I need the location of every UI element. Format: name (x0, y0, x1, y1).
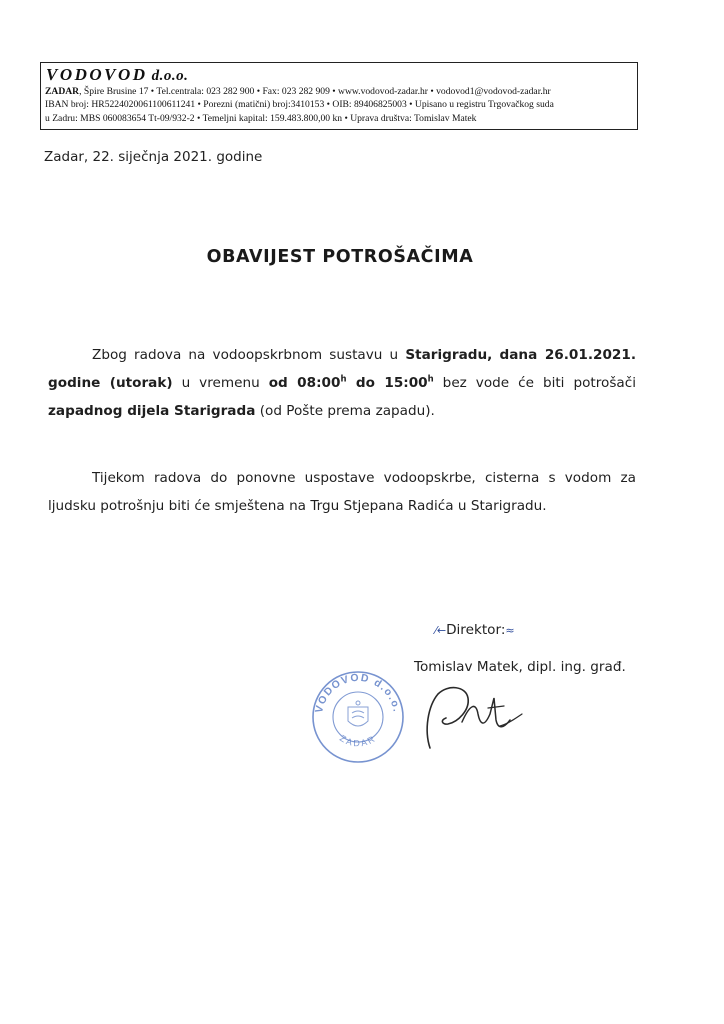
company-stamp (308, 665, 408, 765)
letterhead (40, 62, 638, 130)
p1-time-from-text: od 08:00 (268, 375, 341, 391)
stamp-emblem-icon (348, 701, 368, 726)
document-title: OBAVIJEST POTROŠAČIMA (206, 247, 474, 267)
p1-time-to-sup: h (427, 374, 434, 385)
stamp-bottom-text: ZADAR (338, 732, 378, 749)
stamp-top-text: VODOVOD d.o.o. (313, 671, 403, 715)
director-label (435, 622, 515, 638)
letterhead-registry-line: IBAN broj: HR5224020061100611241 • Porezni (matični) broj:3410153 • OIB: 89406825003 • Upisano u registru Trgovačkog suda (45, 99, 554, 110)
director-signature (418, 678, 528, 758)
letterhead-city: ZADAR (45, 86, 80, 97)
company-suffix: d.o.o. (151, 68, 189, 84)
letterhead-contact-line (45, 85, 634, 98)
p1-place: Starigradu, (405, 347, 493, 363)
p1-text-4: (od Pošte prema zapadu). (255, 403, 435, 419)
p1-text-2: u vremenu (172, 375, 269, 391)
company-name (46, 65, 188, 85)
p1-text-1: Zbog radova na vodoopskrbnom sustavu u (92, 347, 406, 363)
p1-time-from-sup: h (340, 374, 347, 385)
svg-text:VODOVOD d.o.o. (313, 672, 403, 714)
initial-mark-right: ≈ (505, 624, 515, 637)
p1-time-from (269, 375, 347, 391)
p1-time-to (347, 375, 434, 391)
p1-area: zapadnog dijela Starigrada (48, 403, 256, 419)
p1-space (492, 347, 499, 363)
director-label-text: Direktor: (446, 622, 506, 638)
notice-paragraph-1 (48, 341, 636, 425)
letterhead-contact-text: , Špire Brusine 17 • Tel.centrala: 023 282 900 • Fax: 023 282 909 • www.vodovod-zadar.hr • vodovod1@vodovod-zadar.hr (79, 86, 551, 97)
letterhead-capital-line: u Zadru: MBS 060083654 Tt-09/932-2 • Temeljni kapital: 159.483.800,00 kn • Uprava društva: Tomislav Matek (45, 113, 477, 124)
svg-text:ZADAR (338, 733, 378, 748)
p1-date: dana 26.01.2021. godine (utorak) (48, 347, 636, 391)
company-name-text: VODOVOD (46, 65, 148, 84)
director-name: Tomislav Matek, dipl. ing. građ. (414, 659, 626, 675)
document-date: Zadar, 22. siječnja 2021. godine (44, 149, 263, 165)
p1-time-to-text: do 15:00 (346, 375, 428, 391)
initial-mark-left: ⁄← (435, 624, 447, 637)
notice-paragraph-2: Tijekom radova do ponovne uspostave vodoopskrbe, cisterna s vodom za ljudsku potrošnju biti će smještena na Trgu Stjepana Radića u Starigradu. (48, 470, 636, 514)
p1-text-3: bez vode će biti potrošači (433, 375, 636, 391)
